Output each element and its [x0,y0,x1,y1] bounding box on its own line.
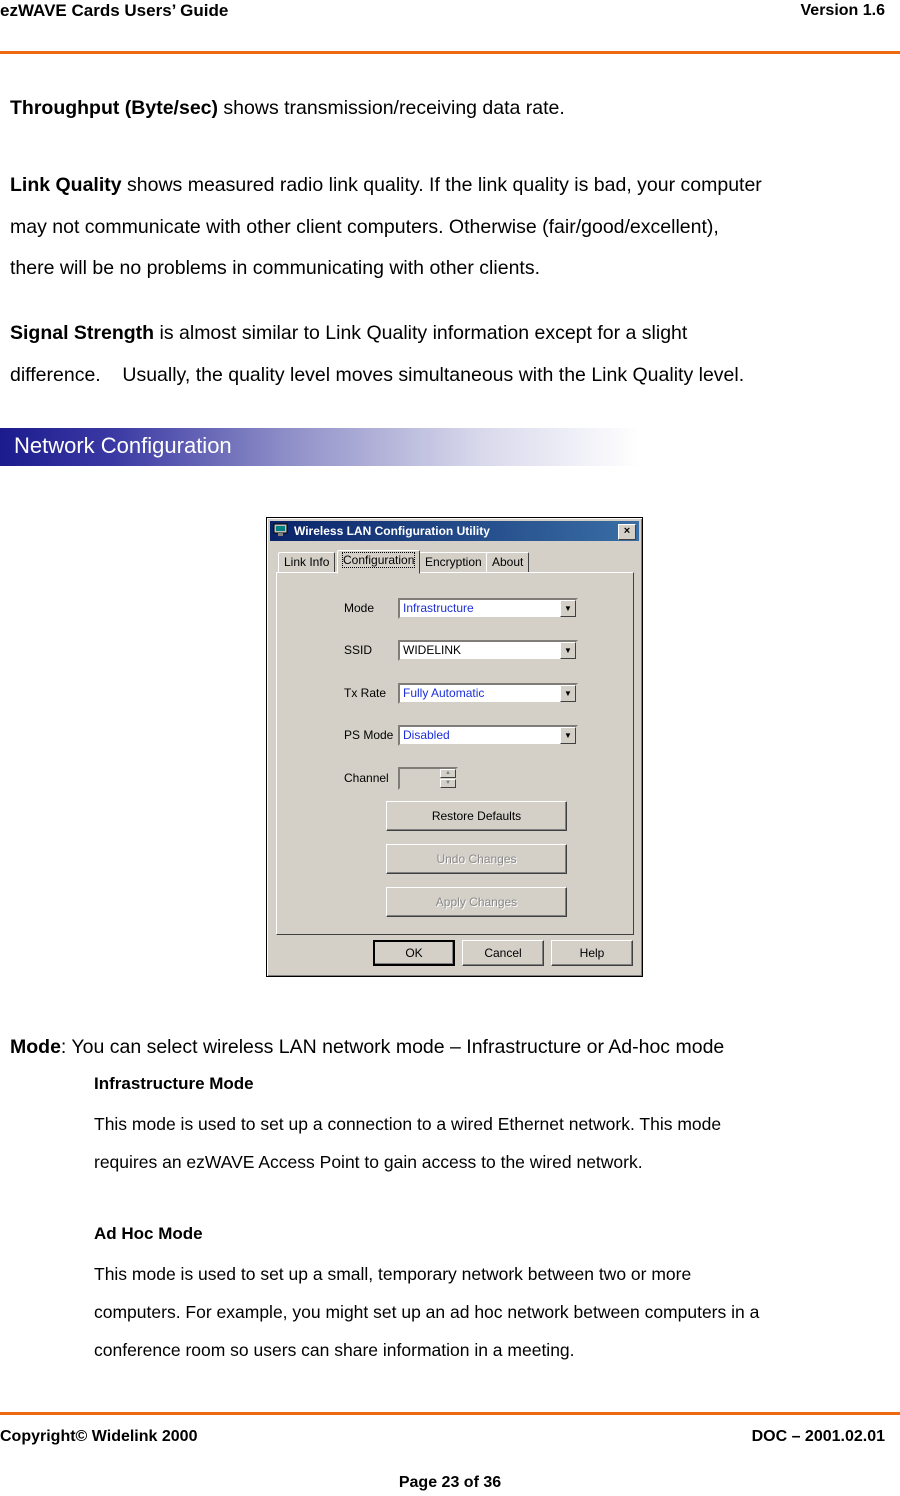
adhoc-line1: This mode is used to set up a small, temporary network between two or more [94,1264,692,1284]
channel-label: Channel [344,771,389,785]
infra-line1: This mode is used to set up a connection to a wired Ethernet network. This mode [94,1114,722,1134]
ssid-select[interactable] [398,640,578,661]
infra-body [94,1105,894,1181]
cancel-button[interactable]: Cancel [462,940,544,966]
footer-rule [0,1412,900,1415]
tx-rate-select[interactable] [398,683,578,704]
chevron-down-icon[interactable]: ▼ [560,600,576,617]
stepper-up-icon[interactable]: ▲ [440,769,456,778]
adhoc-body [94,1255,894,1369]
config-dialog [266,517,643,977]
link-quality-text: shows measured radio link quality. If the link quality is bad, your computer [121,174,762,196]
signal-strength-line2: difference. Usually, the quality level moves simultaneous with the Link Quality level. [10,363,745,386]
tab-configuration[interactable] [337,550,420,574]
adhoc-heading: Ad Hoc Mode [94,1224,203,1243]
chevron-down-icon[interactable]: ▼ [560,727,576,744]
footer-page: Page 23 of 36 [398,1474,502,1491]
mode-value: Infrastructure [403,601,474,615]
restore-defaults-button[interactable]: Restore Defaults [386,801,567,831]
chevron-down-icon[interactable]: ▼ [560,685,576,702]
footer-doc: DOC – 2001.02.01 [751,1428,885,1445]
configuration-panel [276,572,634,935]
ssid-label: SSID [344,643,373,657]
tab-encryption-label: Encryption [425,555,482,569]
mode-paragraph [10,1027,724,1069]
footer-copyright: Copyright© Widelink 2000 [0,1428,198,1445]
signal-strength-paragraph [10,313,900,396]
ps-mode-label: PS Mode [344,728,394,742]
adhoc-line3: conference room so users can share information in a meeting. [94,1340,575,1360]
dialog-titlebar[interactable] [270,521,639,541]
tab-about-label: About [492,555,524,569]
signal-strength-term: Signal Strength [10,322,155,344]
signal-strength-text: is almost similar to Link Quality information except for a slight [154,322,688,344]
tab-encryption[interactable] [419,552,488,573]
infra-heading: Infrastructure Mode [94,1074,254,1093]
infra-line2: requires an ezWAVE Access Point to gain access to the wired network. [94,1152,643,1172]
stepper-down-icon[interactable]: ▼ [440,779,456,788]
close-icon[interactable]: × [618,524,636,540]
header-title: ezWAVE Cards Users’ Guide [0,1,229,20]
link-quality-line3: there will be no problems in communicating with other clients. [10,257,540,279]
tab-about[interactable] [486,552,529,573]
mode-text: : You can select wireless LAN network mode – Infrastructure or Ad-hoc mode [60,1036,725,1058]
tx-rate-label: Tx Rate [344,686,387,700]
help-button[interactable]: Help [551,940,633,966]
dialog-title: Wireless LAN Configuration Utility [294,524,490,538]
tx-rate-value: Fully Automatic [403,686,485,700]
apply-changes-button[interactable]: Apply Changes [386,887,567,917]
ok-button[interactable]: OK [373,940,455,966]
throughput-term: Throughput (Byte/sec) [10,97,218,119]
header-version: Version 1.6 [800,2,885,19]
channel-stepper[interactable] [398,767,458,790]
link-quality-paragraph [10,165,900,290]
tab-link-info-label: Link Info [284,555,330,569]
chevron-down-icon[interactable]: ▼ [560,642,576,659]
section-title: Network Configuration [14,433,232,458]
undo-changes-button[interactable]: Undo Changes [386,844,567,874]
network-monitor-icon [273,523,289,537]
tab-configuration-label: Configuration [343,553,415,567]
ps-mode-select[interactable] [398,725,578,746]
ssid-value: WIDELINK [403,643,462,657]
throughput-text: shows transmission/receiving data rate. [218,97,565,119]
link-quality-term: Link Quality [10,174,122,196]
mode-term: Mode [10,1036,61,1058]
throughput-paragraph [10,88,565,130]
link-quality-line2: may not communicate with other client computers. Otherwise (fair/good/excellent), [10,215,719,238]
ps-mode-value: Disabled [403,728,450,742]
header-rule [0,51,900,54]
tab-link-info[interactable] [278,552,335,573]
adhoc-line2: computers. For example, you might set up an ad hoc network between computers in a [94,1302,760,1322]
mode-select[interactable] [398,598,578,619]
mode-label: Mode [344,601,375,615]
